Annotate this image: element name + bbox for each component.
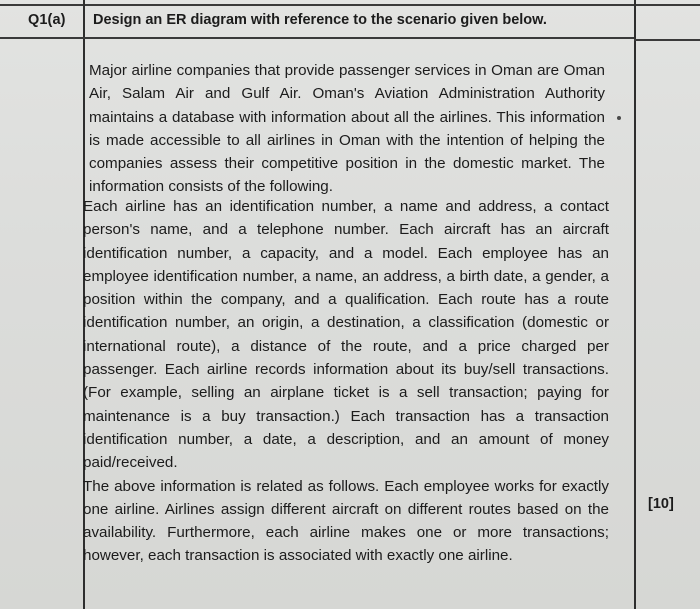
marks-label: [10] xyxy=(648,496,674,512)
header-row-border-marks xyxy=(634,39,700,41)
entity-details-text: Each airline has an identification number, a name and address, a contact person's name, and a telephone number. Each aircraft has an aircraft identification number, a capacity, and a model. Each employee has an employee identification number, a name, an address, a birth date, a gender, a position within the company, and a qualification. Each route has a route identification number, an origin, a destination, a classification (domestic or international route), a distance of the route, and a price charged per passenger. Each airline records information about its buy/sell transactions. (For example, selling an airplane ticket is a sell transaction; paying for maintenance is a buy transaction.) Each transaction has a transaction identification number, a date, a description, and an amount of money paid/received. xyxy=(83,198,609,472)
question-number: Q1(a) xyxy=(28,12,66,28)
scenario-intro-paragraph: Major airline companies that provide passenger services in Oman are Oman Air, Salam Air and Gulf Air. Oman's Aviation Administration Authority maintains a database with information about all the airlines. This information is made accessible to all airlines in Oman with the intention of helping the companies assess their competitive position in the domestic market. The information consists of the following. xyxy=(89,62,605,196)
table-top-border xyxy=(0,4,700,6)
column-divider-right xyxy=(634,0,636,609)
question-title: Design an ER diagram with reference to the scenario given below. xyxy=(93,12,547,28)
relationships-text: The above information is related as follows. Each employee works for exactly one airline. Airlines assign different aircraft on different routes based on the availability. Furthermore, each airline makes one or more transactions; however, each transaction is associated with exactly one airline. xyxy=(83,477,609,565)
pen-mark xyxy=(617,116,621,120)
header-row-border xyxy=(0,37,634,39)
scenario-details-paragraph xyxy=(83,195,609,568)
